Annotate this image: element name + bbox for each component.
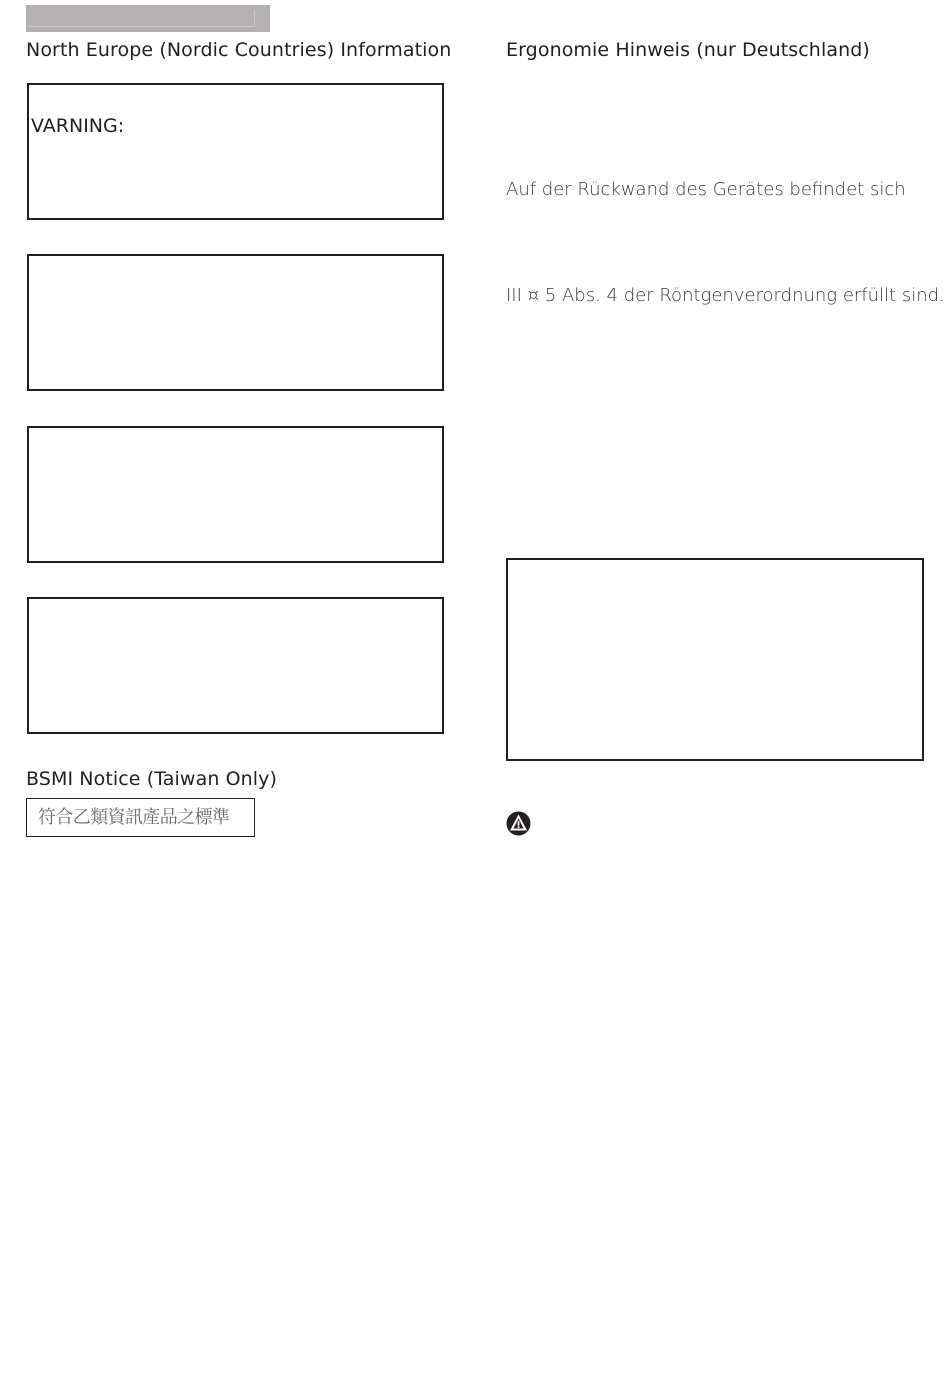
ergonomie-notice-box bbox=[506, 558, 924, 761]
nordic-warning-box-varning bbox=[27, 83, 444, 220]
ergonomie-text-line-2: III ¤ 5 Abs. 4 der Röntgenverordnung erfüllt sind. bbox=[506, 285, 945, 306]
ergonomie-heading: Ergonomie Hinweis (nur Deutschland) bbox=[506, 39, 870, 61]
nordic-warning-box-3 bbox=[27, 426, 444, 563]
ergonomie-text-line-1: Auf der Rückwand des Gerätes befindet sich bbox=[506, 179, 906, 200]
section-header-tab-inset bbox=[28, 10, 255, 27]
bsmi-badge bbox=[26, 798, 255, 837]
nordic-warning-box-2 bbox=[27, 254, 444, 391]
bsmi-badge-text: 符合乙類資訊產品之標準 bbox=[38, 807, 230, 828]
section-header-tab bbox=[26, 5, 270, 32]
bsmi-heading: BSMI Notice (Taiwan Only) bbox=[26, 768, 278, 790]
varning-label: VARNING: bbox=[31, 115, 125, 137]
nordic-heading: North Europe (Nordic Countries) Information bbox=[26, 39, 452, 61]
warning-triangle-icon bbox=[506, 811, 531, 836]
nordic-warning-box-4 bbox=[27, 597, 444, 734]
